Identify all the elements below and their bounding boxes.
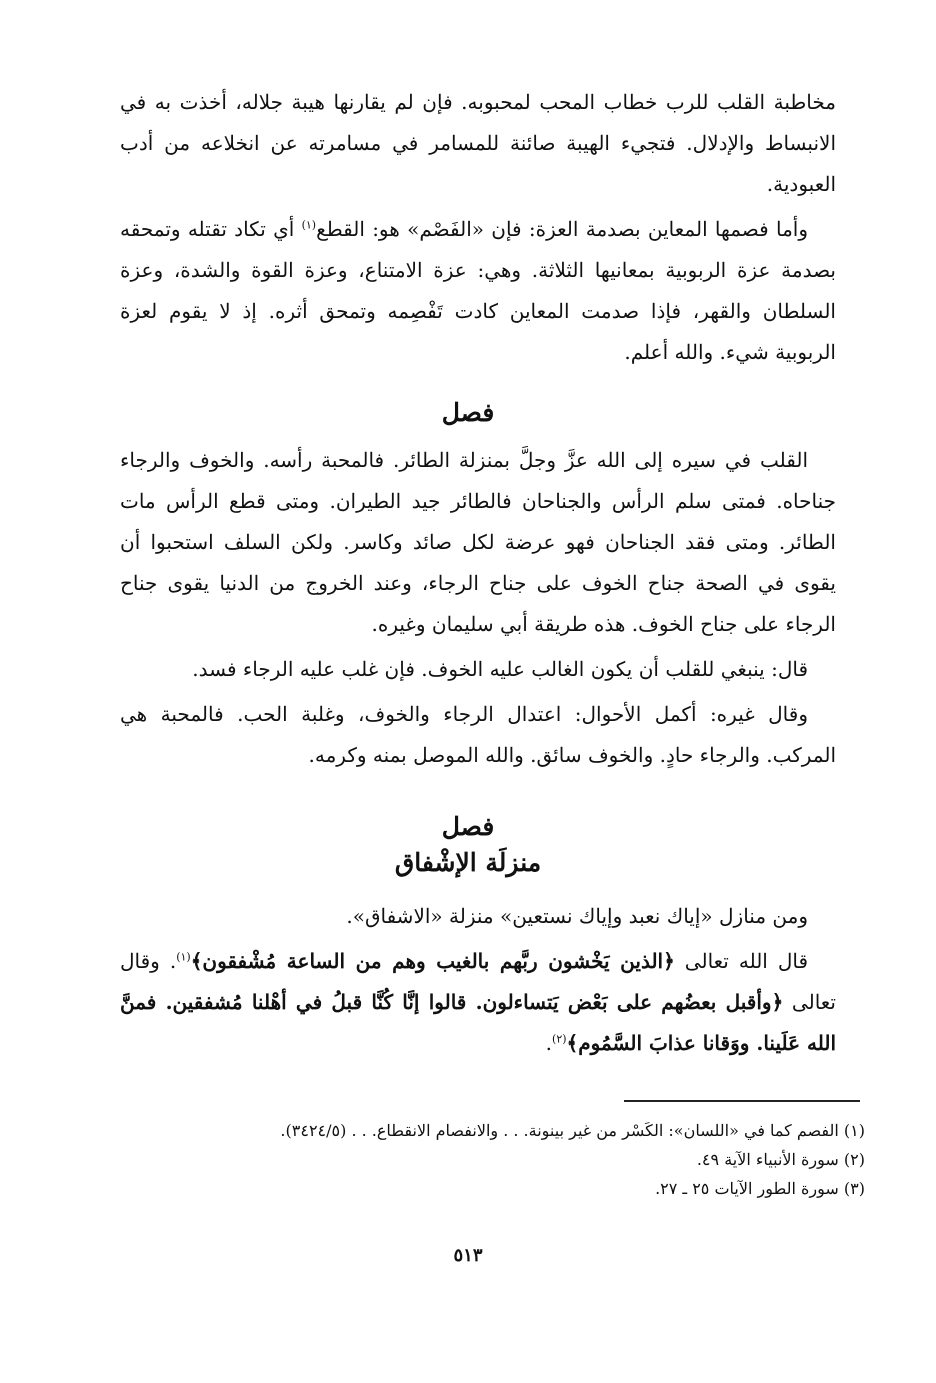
- verses-mid: . وقال تعالى: [120, 949, 837, 1014]
- page-number: ٥١٣: [453, 1245, 483, 1266]
- footnote-2: (٢) سورة الأنبياء الآية ٤٩.: [696, 1150, 865, 1169]
- paragraph-fasm-text-a: وأما فصمها المعاين بصدمة العزة: فإن «الفَصْم» هو: القطع: [316, 217, 808, 241]
- footnote-ref-1: (١): [301, 218, 317, 232]
- footnote-ref-3: (٢): [552, 1032, 567, 1046]
- footnote-divider: [624, 1100, 860, 1102]
- section-bird-analogy: [120, 440, 836, 776]
- paragraph-perfect-states: وقال غيره: أكمل الأحوال: اعتدال الرجاء والخوف، وغلبة الحب. فالمحبة هي المركب. والرجاء حادٍ. والخوف سائق. والله الموصل بمنه وكرمه.: [120, 702, 836, 767]
- quran-verse-1: ﴿الذين يَخْشون ربَّهم بالغيب وهم من الساعة مُشْفقون﴾: [190, 949, 675, 973]
- section-subheading-ishfaq: منزلَة الإشْفاق: [394, 848, 542, 877]
- footnote-1: (١) الفصم كما في «اللسان»: الكَسْر من غير بينونة. . . والانفصام الانقطاع. . . (٣٤٢٤/٥).: [280, 1121, 865, 1140]
- paragraph-bird-analogy: القلب في سيره إلى الله عزَّ وجلَّ بمنزلة الطائر. فالمحبة رأسه. والخوف والرجاء جناحاه. فمتى سلم الرأس والجناحان فالطائر جيد الطيران. ومتى قطع الرأس مات الطائر. ومتى فقد الجناحان فهو عرضة لكل صائد وكاسر. ولكن السلف استحبوا أن يقوى في الصحة جناح الخوف على جناح الرجاء، وعند الخروج من الدنيا يقوى جناح الرجاء على جناح الخوف. هذه طريقة أبي سليمان وغيره.: [120, 448, 836, 636]
- quran-verse-2: ﴿وأقبل بعضُهم على بَعْض يَتساءلون. قالوا إنَّا كُنَّا قبلُ في أهْلنا مُشفقين. فمنَّ الله عَلَينا. ووَقانا عذابَ السَّمُوم﴾: [120, 990, 836, 1055]
- paragraph-fasm-text-b: أي تكاد تقتله وتمحقه بصدمة عزة الربوبية بمعانيها الثلاثة. وهي: عزة الامتناع، وعزة القوة والشدة، وعزة السلطان والقهر، فإذا صدمت المعاين كادت تَفْصِمه وتمحق أثره. إذ لا يقوم لعزة الربوبية شيء. والله أعلم.: [120, 217, 836, 364]
- footnote-3: (٣) سورة الطور الآيات ٢٥ ـ ٢٧.: [655, 1179, 865, 1198]
- verses-end: .: [545, 1031, 553, 1055]
- section-opening: [120, 82, 836, 373]
- verses-intro: قال الله تعالى: [674, 949, 809, 973]
- section-heading-fasl-1: فصل: [441, 398, 495, 427]
- section-heading-fasl-2: فصل: [441, 812, 495, 841]
- paragraph-heart-address: مخاطبة القلب للرب خطاب المحب لمحبوبه. فإن لم يقارنها هيبة جلاله، أخذت به في الانبساط والإدلال. فتجيء الهيبة صائنة للمسامر في مسامرته عن انخلاعه من أدب العبودية.: [120, 90, 836, 196]
- paragraph-fasm-meaning: [120, 209, 836, 373]
- paragraph-verses: [120, 941, 836, 1064]
- paragraph-fear-dominant: قال: ينبغي للقلب أن يكون الغالب عليه الخوف. فإن غلب عليه الرجاء فسد.: [192, 657, 808, 681]
- footnotes: [140, 1116, 865, 1203]
- paragraph-manazil: ومن منازل «إياك نعبد وإياك نستعين» منزلة «الاشفاق».: [346, 904, 808, 928]
- footnote-ref-2: (١): [176, 950, 191, 964]
- section-ishfaq: [120, 896, 836, 1064]
